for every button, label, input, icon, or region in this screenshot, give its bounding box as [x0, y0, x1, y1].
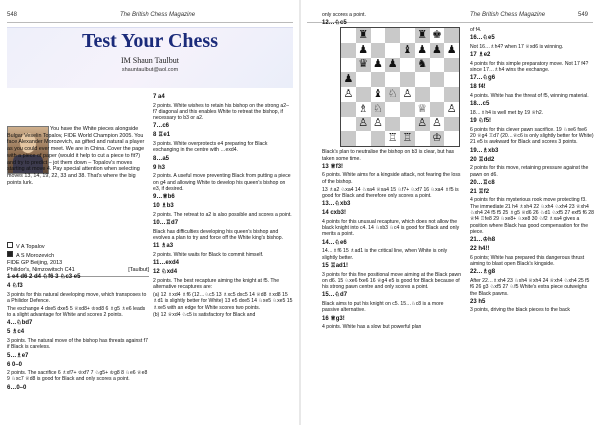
annotation-text: 14…♗f6 15 ♗ad1 is the critical line, when White is only slightly better. — [322, 248, 448, 261]
board-square: ♟ — [356, 43, 371, 58]
white-square-icon — [7, 242, 13, 248]
opening: Philidor's, Nimzowitsch C41 — [7, 267, 75, 273]
board-square: ♟ — [430, 43, 445, 58]
move-heading: 23 h5 — [470, 298, 486, 305]
annotation-text: of f4. — [470, 27, 482, 33]
board-square: ♙ — [415, 117, 430, 132]
move-heading: 1 e4 d6 2 d4 ♘f6 3 ♘c3 e5 — [7, 274, 81, 280]
move-heading: 17 ♗e2 — [470, 52, 491, 59]
white-player-row — [7, 242, 149, 251]
left-running-header: The British Chess Magazine — [120, 12, 196, 18]
board-square: ♟ — [415, 43, 430, 58]
annotation-text: 2 points. White wishes to retain his bishop on the strong a2–f7 diagonal and this enables White to retreat the bishop, if necessary to b3 or a2. — [153, 102, 289, 122]
black-player: A S Morozevich — [16, 253, 55, 259]
move-heading: 4 ♘f3 — [7, 283, 23, 289]
board-square: ♖ — [400, 131, 415, 146]
column-4 — [470, 27, 594, 315]
annotation-text: 6 points. White aims for a kingside attack, not fearing the loss of the bishop. — [322, 172, 461, 185]
annotation-text: (a) 12 ♗xd4 ♗f6 (12…♘c5 13 ♗xc5 dxc5 14 ♕d8 ♗xd8 15 ♗d1 is slightly better for White) 13 e5 dxe5 14 ♘xe5 ♘xe5 15 ♗xe5 with an edge for White scores two points. — [153, 291, 293, 311]
annotation-text: 4 points. White has the threat of f5, winning material. — [470, 92, 589, 99]
move-heading: 20…♖c8 — [470, 179, 495, 186]
move-heading: 13 ♕f3! — [322, 163, 344, 170]
move-heading: 4…♘bd7 — [7, 320, 33, 327]
annotation-text: 2 points for this move, retaining pressure against the pawn on d6. — [470, 165, 589, 178]
annotation-text: 4 points for this mysterious rook move protecting f3. The immediate 21 h4 ♗xh4 22 ♘xh4 ♘xh4 23 ♕xh4 ♘xh4 24 f5 f5 25 ♗g5 ♕d6 26 ♘d1 ♘xf5 27 exf5 f6 28 ♕f4 ♖fe8 29 ♘xe8+ ♘xe8 30 ♘f2 ♗xa4 gives a position where Black has good compensation for the piece. — [470, 197, 594, 235]
annotation-text: only scores a point. — [322, 12, 366, 18]
intro-paragraph: You have the White pieces alongside Bulgar Veselin Topalov, FIDE World Champion 2005. You face Alexander Morozevich, as gifted and natural a player as you could ever meet. We are in China. Cover the page with a piece of paper (would it help to cut a piece to fit?) and try to predict – jot them down – Topalov's moves starting at move 4. Pay special attention when selecting moves 13, 14, 19, 22, 33 and 38. That's where the big points lurk. — [7, 126, 145, 186]
right-running-header: The British Chess Magazine — [470, 12, 546, 18]
annotation-text: After 22…♗xh4 23 ♘xh4 ♕xh4 24 ♕xh4 ♘xh4 25 f5 f6 26 g3 ♘xf5 27 ♘f5 White's extra piece outweighs the Black pawns. — [470, 277, 590, 297]
annotation-text: 2 points. The sacrifice 6 ♗xf7+ ♔xf7 7 ♘g5+ ♔g8 8 ♘e6 ♕e8 9 ♘xc7 ♕d8 is good for Black and only scores a point. — [7, 370, 148, 383]
black-player-row — [7, 251, 149, 260]
annotation-text: 4 points for this simple preparatory move. Not 17 f4? since 17…♗h4 wins the exchange. — [470, 60, 589, 74]
move-heading: 9…♕b6 — [153, 194, 175, 201]
board-square: ♖ — [385, 131, 400, 146]
annotation-text: 13 ♗a2 ♘xa4 14 ♘xa4 ♕xa4 15 ♘f7+ ♘xf7 16 ♘xa4 ♗f5 is good for Black and therefore only scores a point. — [322, 186, 459, 199]
move-heading: 16…♘e5 — [470, 35, 495, 42]
move-heading: 15…♘d7 — [322, 292, 348, 299]
author-email: shauntaulbut@aol.com — [121, 67, 179, 73]
move-heading: 5 ♗c4 — [7, 329, 25, 336]
annotation-text: Black aims to put his knight on c5. 15…♘c8 is a more passive alternative. — [322, 301, 444, 314]
move-heading: 11…exd4 — [153, 260, 180, 267]
annotation-text: 2 points. A useful move preventing Black from putting a piece on g4 and allowing White to develop his queen's bishop on e3, if desired. — [153, 173, 291, 192]
left-page-number: 548 — [7, 12, 18, 18]
move-heading: 20 ♖dd2 — [470, 156, 495, 163]
annotation-text: 2 points. The retreat to a2 is also possible and scores a point. — [153, 211, 292, 218]
move-heading: 8…a5 — [153, 155, 170, 162]
annotation-text: The exchange 4 dxe5 dxe5 5 ♕xd8+ ♔xd8 6 ♗g5 ♗e6 leads to a slight advantage for White and scores 2 points. — [7, 305, 146, 319]
white-player: V A Topalov — [16, 244, 45, 250]
move-heading: 16 ♕g3! — [322, 315, 345, 322]
annotation-text: Not 16…♗h4? when 17 ♕xd6 is winning. — [470, 43, 564, 50]
move-heading: 10 ♗b3 — [153, 203, 174, 210]
move-heading: 19 ♘f5! — [470, 118, 492, 125]
annotation-text: 6 points for this clever pawn sacrifice. 19 ♘xe6 fxe6 20 ♕g4 ♖d7 (20…♕c6 is only slightly better for White) 21 e5 is awkward for Black and scores 3 points. — [470, 126, 594, 146]
annotation-text: (b) 12 ♕xd4 ♘c5 is satisfactory for Black and — [153, 312, 256, 319]
move-heading: 18…c5 — [470, 101, 490, 108]
right-page-number: 549 — [578, 12, 589, 18]
board-square: ♚ — [430, 28, 445, 43]
black-square-icon — [7, 251, 13, 257]
article-title: Test Your Chess — [82, 30, 218, 52]
board-square: ♙ — [430, 117, 445, 132]
event: FIDE GP Beijing, 2013 — [7, 260, 63, 266]
move-heading: 12…♘c5 — [322, 20, 347, 27]
annotation-text: 3 points for this natural developing move, which transposes to a Philidor Defence. — [7, 291, 147, 304]
annotation-text: 3 points. White overprotects e4 preparing for Black exchanging in the centre with …exd4. — [153, 141, 268, 154]
board-square: ♗ — [356, 102, 371, 117]
left-header-rule — [7, 22, 293, 23]
board-square: ♞ — [415, 58, 430, 73]
board-square: ♟ — [444, 43, 459, 58]
board-square: ♕ — [415, 102, 430, 117]
move-heading: 8 ♖e1 — [153, 132, 171, 139]
board-square: ♙ — [371, 117, 386, 132]
move-heading: 15 ♖ad1! — [322, 262, 349, 269]
board-square: ♝ — [400, 43, 415, 58]
move-heading: 22 h4!! — [470, 246, 490, 253]
annotation-text: 6 points; White has prepared this dangerous thrust aiming to blast open Black's kingside. — [470, 254, 585, 268]
board-square: ♛ — [356, 58, 371, 73]
move-heading: 11 ♗a3 — [153, 243, 174, 250]
move-heading: 19…♗xb3 — [470, 147, 499, 154]
board-square: ♝ — [371, 87, 386, 102]
move-heading: 14 cxb3! — [322, 210, 347, 217]
move-heading: 21 ♖f2 — [470, 188, 490, 195]
intro-text-block — [7, 126, 149, 188]
board-square: ♜ — [415, 28, 430, 43]
board-square: ♙ — [400, 87, 415, 102]
annotation-text: 4 points for this unusual recapture, which does not allow the black knight into c4. 14 ♘xb3 ♘c4 is good for Black and only merits a point. — [322, 218, 460, 238]
annotation-text: 4 points. White has a slow but powerful plan — [322, 324, 422, 331]
title-banner — [7, 27, 293, 88]
source: [Taulbut] — [128, 267, 149, 273]
annotation-text: 3 points. The natural move of the bishop has threats against f7 if Black is careless. — [7, 337, 148, 351]
board-square: ♙ — [444, 102, 459, 117]
annotation-text: 3 points for this fine positional move aiming at the Black pawn on d6. 15 ♘xe6 fxe6 16 ♕g4 e5 is good for Black because of his strong pawn centre and only scores a point. — [322, 271, 462, 291]
annotation-text: 2 points. White waits for Black to commit himself. — [153, 251, 264, 258]
column-1 — [7, 272, 149, 393]
board-square: ♙ — [341, 87, 356, 102]
annotation-text: Black's plan to neutralise the bishop on b3 is clear, but has taken some time. — [322, 149, 455, 162]
move-heading: 13…♘xb3 — [322, 201, 351, 208]
board-square: ♔ — [430, 131, 445, 146]
annotation-text: Black has difficulties developing his queen's bishop and evolves a plan to try and force off the White king's bishop. — [153, 228, 283, 241]
board-square: ♟ — [341, 72, 356, 87]
board-square: ♟ — [385, 58, 400, 73]
board-square: ♙ — [356, 117, 371, 132]
board-square: ♘ — [371, 102, 386, 117]
annotation-text: 18…♗h4 is well met by 19 ♕h2. — [470, 109, 544, 116]
move-heading: 7 a4 — [153, 94, 165, 100]
move-heading: 5…♗e7 — [7, 352, 29, 359]
column-2 — [153, 92, 293, 320]
move-heading: 6 0–0 — [7, 361, 23, 368]
move-heading: 6…0–0 — [7, 384, 27, 391]
move-heading: 9 h3 — [153, 164, 166, 171]
annotation-text: 2 points. The best recapture aiming the knight at f5. The alternative recaptures are: — [153, 277, 280, 291]
move-heading: 7…c6 — [153, 123, 170, 130]
board-square: ♟ — [371, 58, 386, 73]
annotation-text: 3 points, driving the black pieces to the back — [470, 307, 570, 314]
move-heading: 10…♖d7 — [153, 220, 179, 227]
board-square: ♘ — [385, 87, 400, 102]
move-heading: 17…♘g6 — [470, 75, 496, 82]
move-heading: 21…♔h8 — [470, 237, 496, 244]
article-author: IM Shaun Taulbut — [121, 56, 179, 65]
board-square: ♜ — [356, 28, 371, 43]
move-heading: 12 ♘xd4 — [153, 269, 178, 276]
column-3 — [322, 12, 462, 332]
move-heading: 18 f4! — [470, 84, 486, 91]
move-heading: 22…♗g8 — [470, 269, 496, 276]
move-heading: 14…♘e6 — [322, 239, 347, 246]
